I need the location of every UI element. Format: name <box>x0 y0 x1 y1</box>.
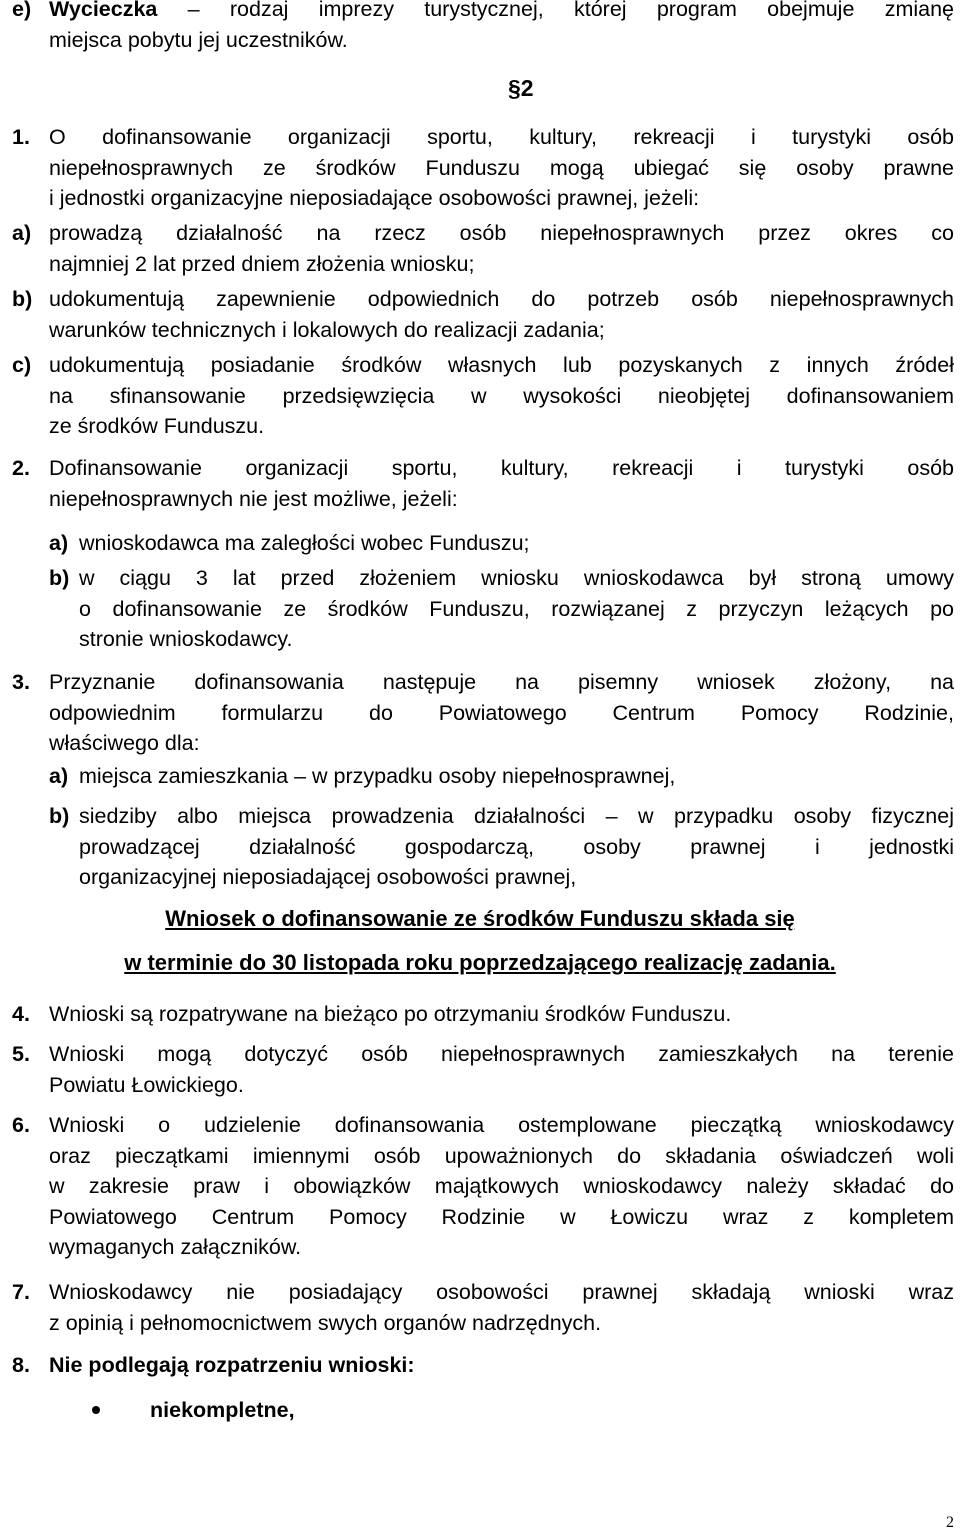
point-3-a <box>49 761 954 792</box>
point-text: Przyznanie dofinansowania następuje na pisemny wniosek złożony, na <box>49 670 954 694</box>
point-text: Wnioskodawcy nie posiadający osobowości prawnej składają wnioski wraz <box>49 1280 954 1304</box>
point-2-b <box>49 563 954 655</box>
deadline-notice-line2: w terminie do 30 listopada roku poprzedzającego realizację zadania. <box>124 950 836 975</box>
sub-label: a) <box>12 221 32 245</box>
sub-text: warunków technicznych i lokalowych do realizacji zadania; <box>49 317 605 342</box>
sub-text: prowadzącej działalność gospodarczą, osoby prawnej i jednostki <box>79 834 954 859</box>
sub-text: na sfinansowanie przedsięwzięcia w wysokości nieobjętej dofinansowaniem <box>49 383 954 408</box>
definition-text-line2: miejsca pobytu jej uczestników. <box>49 27 348 52</box>
sub-label: a) <box>49 764 69 788</box>
point-number: 2. <box>12 456 30 480</box>
sub-text: miejsca zamieszkania – w przypadku osoby niepełnosprawnej, <box>79 764 676 788</box>
point-1-c <box>12 350 954 442</box>
bullet-icon <box>92 1406 100 1414</box>
point-3-b <box>49 801 954 893</box>
page-number: 2 <box>946 1514 954 1531</box>
sub-text: prowadzą działalność na rzecz osób niepełnosprawnych przez okres co <box>49 221 954 245</box>
point-text: Wnioski o udzielenie dofinansowania ostemplowane pieczątką wnioskodawcy <box>49 1113 954 1137</box>
point-5 <box>12 1039 954 1100</box>
sub-label: c) <box>12 353 32 377</box>
point-number: 1. <box>12 125 30 149</box>
sub-text: stronie wnioskodawcy. <box>79 627 293 651</box>
item-label: e) <box>12 0 32 21</box>
sub-text: ze środków Funduszu. <box>49 414 265 438</box>
point-text: wymaganych załączników. <box>49 1235 302 1259</box>
sub-label: b) <box>12 287 33 311</box>
point-1-b <box>12 284 954 345</box>
point-text: z opinią i pełnomocnictwem swych organów nadrzędnych. <box>49 1310 602 1335</box>
sub-text: siedziby albo miejsca prowadzenia działalności – w przypadku osoby fizycznej <box>79 804 954 828</box>
point-text: w zakresie praw i obowiązków majątkowych wnioskodawcy należy składać do <box>49 1174 954 1198</box>
point-4 <box>12 999 954 1030</box>
sub-label: b) <box>49 804 70 828</box>
definition-text: – rodzaj imprezy turystycznej, której program obejmuje zmianę <box>157 0 954 21</box>
point-number: 5. <box>12 1042 30 1066</box>
point-7 <box>12 1277 954 1338</box>
sub-text: udokumentują zapewnienie odpowiednich do potrzeb osób niepełnosprawnych <box>49 287 954 311</box>
bullet-item <box>92 1395 295 1425</box>
point-number: 6. <box>12 1113 30 1137</box>
point-3 <box>12 667 954 759</box>
point-text: Wnioski mogą dotyczyć osób niepełnosprawnych zamieszkałych na terenie <box>49 1042 954 1066</box>
sub-text: udokumentują posiadanie środków własnych lub pozyskanych z innych źródeł <box>49 353 954 377</box>
definition-e <box>12 0 954 55</box>
sub-text: o dofinansowanie ze środków Funduszu, rozwiązanej z przyczyn leżących po <box>79 596 954 621</box>
point-text: Powiatu Łowickiego. <box>49 1072 244 1097</box>
point-2-a <box>49 528 954 559</box>
point-text: Nie podlegają rozpatrzeniu wnioski: <box>49 1353 415 1377</box>
sub-text: najmniej 2 lat przed dniem złożenia wniosku; <box>49 251 475 276</box>
point-text: oraz pieczątkami imiennymi osób upoważnionych do składania oświadczeń woli <box>49 1143 954 1168</box>
point-text: niepełnosprawnych ze środków Funduszu mogą ubiegać się osoby prawne <box>49 155 954 180</box>
point-8 <box>12 1350 954 1381</box>
section-number: §2 <box>508 75 534 101</box>
point-text: Dofinansowanie organizacji sportu, kultury, rekreacji i turystyki osób <box>49 456 954 480</box>
point-number: 8. <box>12 1353 30 1377</box>
point-text: niepełnosprawnych nie jest możliwe, jeżeli: <box>49 486 458 511</box>
point-number: 4. <box>12 1002 30 1026</box>
point-6 <box>12 1110 954 1263</box>
point-text: Wnioski są rozpatrywane na bieżąco po otrzymaniu środków Funduszu. <box>49 1002 732 1026</box>
sub-label: b) <box>49 566 70 590</box>
point-number: 7. <box>12 1280 30 1304</box>
point-text: Powiatowego Centrum Pomocy Rodzinie w Łowiczu wraz z kompletem <box>49 1204 954 1229</box>
point-1 <box>12 122 954 214</box>
sub-label: a) <box>49 531 69 555</box>
term: Wycieczka <box>49 0 158 21</box>
point-text: właściwego dla: <box>49 731 200 755</box>
point-1-a <box>12 218 954 279</box>
deadline-notice-line1: Wniosek o dofinansowanie ze środków Funduszu składa się <box>165 906 795 931</box>
point-text: O dofinansowanie organizacji sportu, kultury, rekreacji i turystyki osób <box>49 125 954 149</box>
sub-text: wnioskodawca ma zaległości wobec Funduszu; <box>79 531 530 555</box>
bullet-text: niekompletne, <box>150 1398 295 1422</box>
point-text: i jednostki organizacyjne nieposiadające osobowości prawnej, jeżeli: <box>49 186 700 210</box>
sub-text: w ciągu 3 lat przed złożeniem wniosku wnioskodawca był stroną umowy <box>79 566 954 590</box>
point-2 <box>12 453 954 514</box>
point-number: 3. <box>12 670 30 694</box>
point-text: odpowiednim formularzu do Powiatowego Centrum Pomocy Rodzinie, <box>49 700 954 725</box>
sub-text: organizacyjnej nieposiadającej osobowości prawnej, <box>79 865 577 889</box>
